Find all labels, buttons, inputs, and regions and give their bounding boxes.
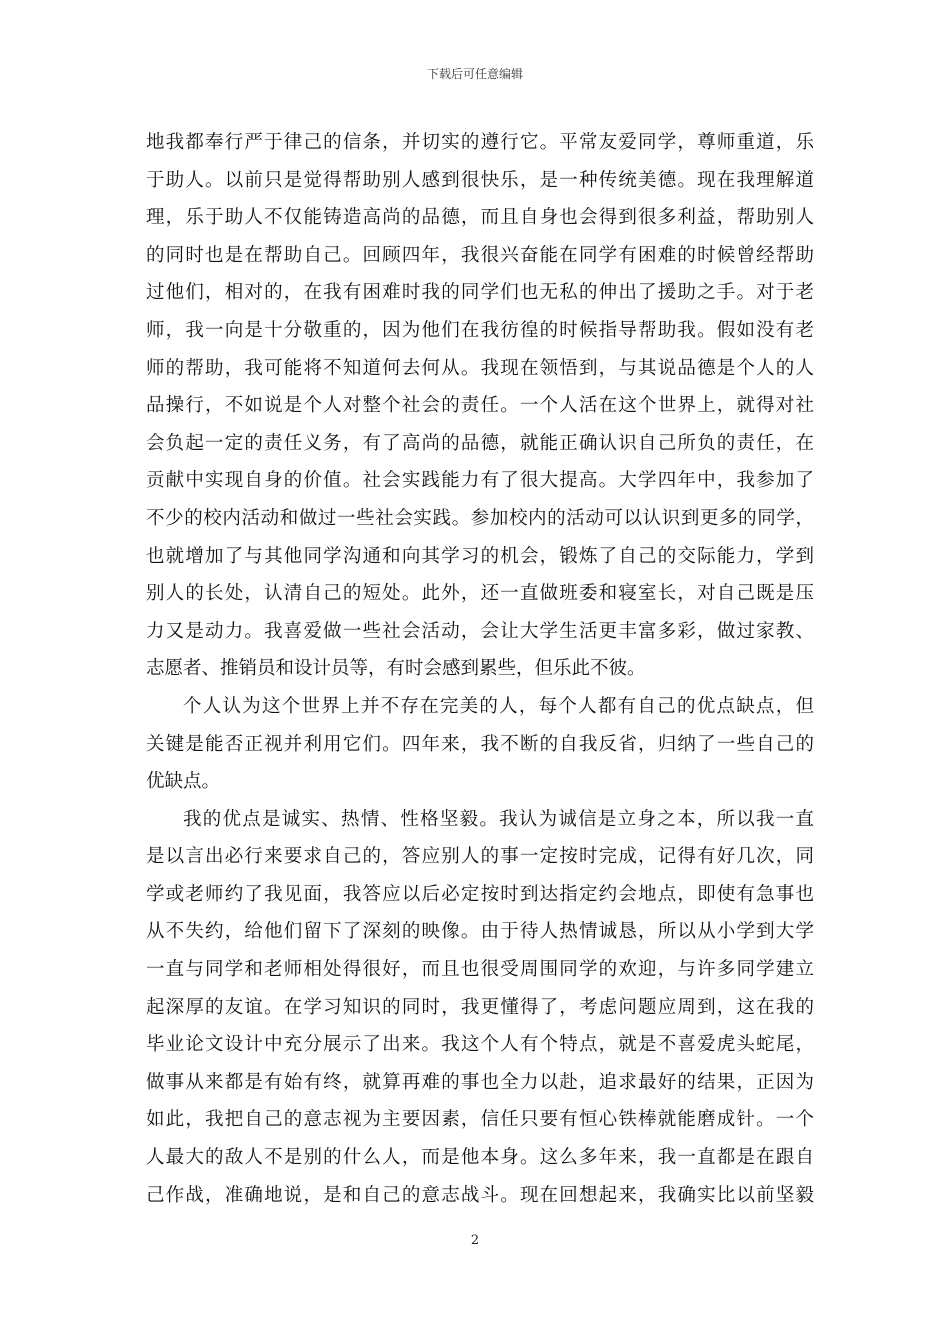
text-line: 毕业论文设计中充分展示了出来。我这个人有个特点，就是不喜爱虎头蛇尾， xyxy=(146,1034,814,1056)
paragraph-3 xyxy=(146,801,814,1215)
text-line: 的同时也是在帮助自己。回顾四年，我很兴奋能在同学有困难的时候曾经帮助 xyxy=(146,244,814,266)
text-line: 师，我一向是十分敬重的，因为他们在我彷徨的时候指导帮助我。假如没有老 xyxy=(146,319,814,341)
text-line: 做事从来都是有始有终，就算再难的事也全力以赴，追求最好的结果，正因为 xyxy=(146,1071,814,1093)
paragraph-1 xyxy=(146,124,814,688)
text-line: 过他们，相对的，在我有困难时我的同学们也无私的伸出了援助之手。对于老 xyxy=(146,282,814,304)
text-line: 地我都奉行严于律己的信条，并切实的遵行它。平常友爱同学，尊师重道，乐 xyxy=(146,132,814,153)
text-line: 优缺点。 xyxy=(146,771,221,793)
text-line: 个人认为这个世界上并不存在完美的人，每个人都有自己的优点缺点，但 xyxy=(183,695,814,717)
text-line: 关键是能否正视并利用它们。四年来，我不断的自我反省，归纳了一些自己的 xyxy=(146,733,814,755)
text-line: 起深厚的友谊。在学习知识的同时，我更懂得了，考虑问题应周到，这在我的 xyxy=(146,996,814,1018)
text-line: 不少的校内活动和做过一些社会实践。参加校内的活动可以认识到更多的同学， xyxy=(146,507,814,529)
text-line: 品操行，不如说是个人对整个社会的责任。一个人活在这个世界上，就得对社 xyxy=(146,395,814,417)
text-line: 会负起一定的责任义务，有了高尚的品德，就能正确认识自己所负的责任，在 xyxy=(146,432,814,454)
page-number: 2 xyxy=(470,1233,480,1248)
text-line: 从不失约，给他们留下了深刻的映像。由于待人热情诚恳，所以从小学到大学 xyxy=(146,921,814,943)
text-line: 如此，我把自己的意志视为主要因素，信任只要有恒心铁棒就能磨成针。一个 xyxy=(146,1109,814,1131)
text-line: 于助人。以前只是觉得帮助别人感到很快乐，是一种传统美德。现在我理解道 xyxy=(146,169,814,191)
text-line: 学或老师约了我见面，我答应以后必定按时到达指定约会地点，即使有急事也 xyxy=(146,883,814,905)
text-line: 人最大的敌人不是别的什么人，而是他本身。这么多年来，我一直都是在跟自 xyxy=(146,1147,814,1169)
text-line: 我的优点是诚实、热情、性格坚毅。我认为诚信是立身之本，所以我一直 xyxy=(183,808,814,830)
text-line: 志愿者、推销员和设计员等，有时会感到累些，但乐此不彼。 xyxy=(146,658,646,680)
text-line: 一直与同学和老师相处得很好，而且也很受周围同学的欢迎，与许多同学建立 xyxy=(146,959,814,981)
text-line: 力又是动力。我喜爱做一些社会活动，会让大学生活更丰富多彩，做过家教、 xyxy=(146,620,814,642)
document-body xyxy=(146,124,814,1214)
text-line: 也就增加了与其他同学沟通和向其学习的机会，锻炼了自己的交际能力，学到 xyxy=(146,545,814,567)
paragraph-2 xyxy=(146,688,814,801)
text-line: 师的帮助，我可能将不知道何去何从。我现在领悟到，与其说品德是个人的人 xyxy=(146,357,814,379)
text-line: 别人的长处，认清自己的短处。此外，还一直做班委和寝室长，对自己既是压 xyxy=(146,583,814,605)
text-line: 贡献中实现自身的价值。社会实践能力有了很大提高。大学四年中，我参加了 xyxy=(146,470,814,492)
page-header: 下载后可任意编辑 xyxy=(426,67,523,81)
text-line: 己作战，准确地说，是和自己的意志战斗。现在回想起来，我确实比以前坚毅 xyxy=(146,1184,814,1206)
text-line: 理，乐于助人不仅能铸造高尚的品德，而且自身也会得到很多利益，帮助别人 xyxy=(146,207,814,229)
text-line: 是以言出必行来要求自己的，答应别人的事一定按时完成，记得有好几次，同 xyxy=(146,846,814,868)
